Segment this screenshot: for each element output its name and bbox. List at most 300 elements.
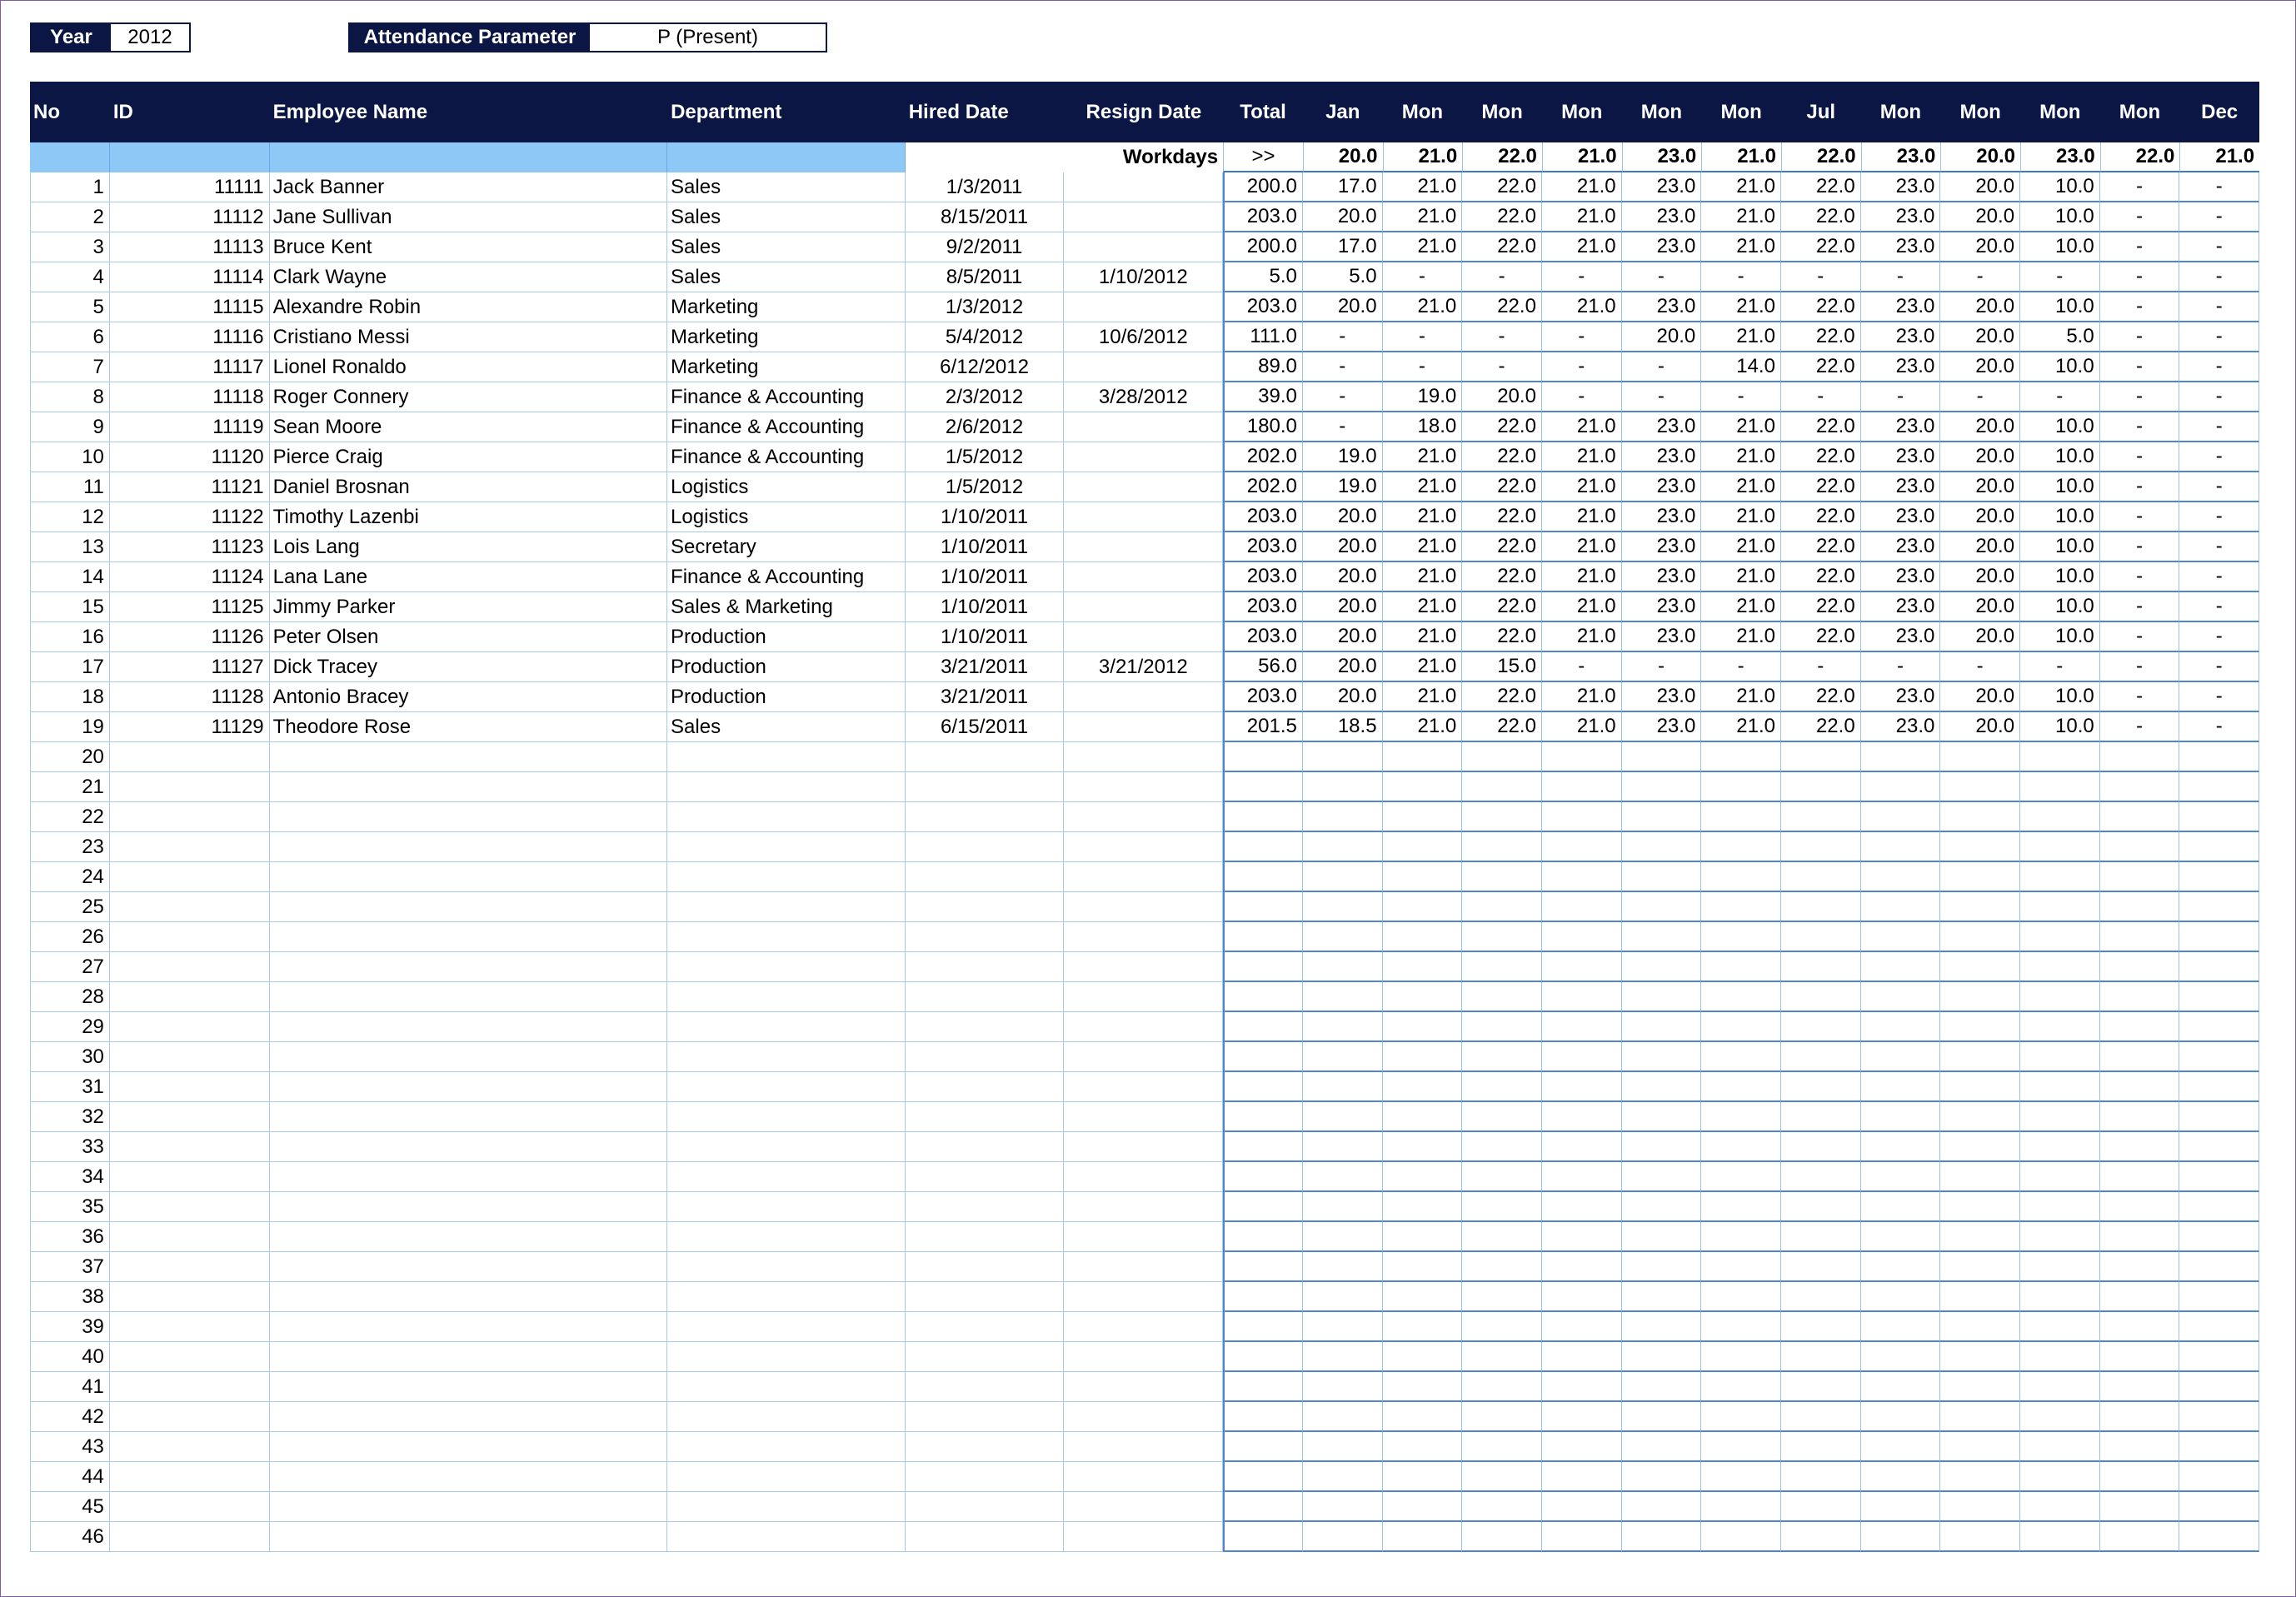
cell-department[interactable]: Finance & Accounting [667,442,906,472]
cell-month-value[interactable]: 5.0 [1303,262,1383,292]
cell-month-value[interactable]: 21.0 [1383,562,1463,592]
cell-month-value[interactable]: 20.0 [1940,322,2020,352]
cell-month-value[interactable]: 21.0 [1383,622,1463,652]
cell-month-value[interactable]: 10.0 [2020,502,2100,532]
cell-month-value[interactable]: 10.0 [2020,232,2100,262]
cell-month-value[interactable] [1861,1342,1941,1372]
cell-month-value[interactable] [1701,1012,1781,1042]
cell-month-value[interactable]: - [2100,262,2180,292]
cell-employee-name[interactable]: Alexandre Robin [270,292,667,322]
cell-no[interactable]: 24 [30,862,110,892]
cell-hired-date[interactable] [906,1102,1065,1132]
cell-id[interactable] [110,832,270,862]
cell-no[interactable]: 28 [30,982,110,1012]
cell-hired-date[interactable] [906,862,1065,892]
cell-month-value[interactable] [1781,832,1861,862]
cell-month-value[interactable]: 20.0 [1303,292,1383,322]
cell-no[interactable]: 9 [30,412,110,442]
cell-month-value[interactable]: - [1861,382,1941,412]
cell-month-value[interactable]: - [1383,322,1463,352]
cell-month-value[interactable] [1701,1162,1781,1192]
cell-month-value[interactable] [1940,1072,2020,1102]
year-input[interactable]: 2012 [111,24,189,51]
cell-month-value[interactable] [1940,1012,2020,1042]
cell-month-value[interactable]: 21.0 [1701,712,1781,742]
cell-month-value[interactable]: - [2100,412,2180,442]
cell-month-value[interactable] [2100,1342,2180,1372]
cell-employee-name[interactable] [270,1102,667,1132]
cell-month-value[interactable]: 10.0 [2020,472,2100,502]
cell-no[interactable]: 29 [30,1012,110,1042]
cell-employee-name[interactable]: Dick Tracey [270,652,667,682]
cell-month-value[interactable] [1701,742,1781,772]
cell-month-value[interactable]: 21.0 [1542,442,1622,472]
cell-month-value[interactable] [1542,1492,1622,1522]
cell-month-value[interactable] [1701,1522,1781,1552]
cell-month-value[interactable] [1781,1132,1861,1162]
cell-month-value[interactable] [1940,1432,2020,1462]
cell-id[interactable] [110,1162,270,1192]
cell-resign-date[interactable] [1064,1342,1223,1372]
cell-month-value[interactable] [1781,1492,1861,1522]
cell-month-value[interactable]: 22.0 [1462,532,1542,562]
cell-month-value[interactable]: - [2179,472,2259,502]
cell-month-value[interactable] [1861,1492,1941,1522]
cell-hired-date[interactable] [906,1012,1065,1042]
cell-month-value[interactable] [1462,1312,1542,1342]
cell-month-value[interactable] [1542,1522,1622,1552]
cell-month-value[interactable] [2179,952,2259,982]
cell-resign-date[interactable] [1064,922,1223,952]
cell-resign-date[interactable] [1064,1312,1223,1342]
cell-month-value[interactable]: - [2179,592,2259,622]
cell-employee-name[interactable] [270,922,667,952]
cell-month-value[interactable] [1701,802,1781,832]
cell-employee-name[interactable] [270,1192,667,1222]
cell-month-value[interactable] [2020,1012,2100,1042]
cell-no[interactable]: 34 [30,1162,110,1192]
cell-month-value[interactable] [1622,1192,1702,1222]
cell-month-value[interactable]: 21.0 [1701,472,1781,502]
cell-month-value[interactable]: - [2179,322,2259,352]
cell-month-value[interactable] [1542,1192,1622,1222]
cell-employee-name[interactable]: Clark Wayne [270,262,667,292]
cell-month-value[interactable]: 23.0 [1622,502,1702,532]
cell-month-value[interactable]: 10.0 [2020,352,2100,382]
cell-resign-date[interactable] [1064,1162,1223,1192]
cell-month-value[interactable] [1622,742,1702,772]
cell-resign-date[interactable] [1064,1072,1223,1102]
cell-total[interactable] [1223,1312,1303,1342]
cell-id[interactable]: 11129 [110,712,270,742]
cell-month-value[interactable]: 22.0 [1781,562,1861,592]
cell-department[interactable] [667,1372,906,1402]
cell-resign-date[interactable] [1064,1042,1223,1072]
cell-month-value[interactable]: 20.0 [1303,202,1383,232]
cell-month-value[interactable] [1940,1102,2020,1132]
cell-month-value[interactable]: 23.0 [1861,442,1941,472]
cell-hired-date[interactable] [906,1432,1065,1462]
cell-hired-date[interactable]: 1/3/2012 [906,292,1065,322]
cell-month-value[interactable]: - [2020,652,2100,682]
cell-id[interactable] [110,982,270,1012]
cell-month-value[interactable] [2100,1222,2180,1252]
cell-month-value[interactable] [1622,1402,1702,1432]
cell-department[interactable] [667,1132,906,1162]
cell-resign-date[interactable] [1064,1372,1223,1402]
cell-month-value[interactable]: 21.0 [1542,532,1622,562]
cell-hired-date[interactable]: 1/10/2011 [906,532,1065,562]
cell-month-value[interactable] [2179,1132,2259,1162]
cell-month-value[interactable] [1542,772,1622,802]
cell-total[interactable] [1223,1372,1303,1402]
cell-month-value[interactable] [1383,802,1463,832]
cell-department[interactable] [667,952,906,982]
cell-department[interactable] [667,1102,906,1132]
cell-month-value[interactable] [2179,1072,2259,1102]
cell-resign-date[interactable] [1064,832,1223,862]
cell-month-value[interactable] [1781,1072,1861,1102]
cell-month-value[interactable]: 20.0 [1940,712,2020,742]
cell-month-value[interactable]: 21.0 [1701,622,1781,652]
cell-month-value[interactable] [2179,982,2259,1012]
cell-resign-date[interactable] [1064,1432,1223,1462]
cell-month-value[interactable]: 18.0 [1383,412,1463,442]
workdays-value[interactable]: 22.0 [1462,142,1542,172]
cell-month-value[interactable] [1622,952,1702,982]
cell-total[interactable] [1223,742,1303,772]
cell-department[interactable] [667,892,906,922]
cell-month-value[interactable]: - [1303,322,1383,352]
cell-id[interactable] [110,1312,270,1342]
cell-resign-date[interactable] [1064,442,1223,472]
workdays-value[interactable]: 21.0 [1383,142,1463,172]
cell-month-value[interactable]: - [2020,382,2100,412]
cell-month-value[interactable] [1781,1522,1861,1552]
cell-month-value[interactable] [1462,1102,1542,1132]
cell-total[interactable] [1223,1012,1303,1042]
cell-no[interactable]: 19 [30,712,110,742]
cell-month-value[interactable]: 23.0 [1861,712,1941,742]
cell-month-value[interactable] [2100,802,2180,832]
cell-total[interactable]: 203.0 [1223,622,1303,652]
cell-employee-name[interactable] [270,862,667,892]
cell-month-value[interactable] [1861,922,1941,952]
cell-month-value[interactable]: 20.0 [1940,442,2020,472]
cell-month-value[interactable] [1861,1132,1941,1162]
cell-month-value[interactable] [1781,862,1861,892]
cell-month-value[interactable] [1861,1432,1941,1462]
cell-month-value[interactable] [2179,772,2259,802]
cell-department[interactable] [667,1432,906,1462]
cell-hired-date[interactable] [906,1522,1065,1552]
cell-employee-name[interactable] [270,1342,667,1372]
cell-month-value[interactable] [1861,1102,1941,1132]
cell-month-value[interactable]: 21.0 [1542,202,1622,232]
cell-month-value[interactable]: 22.0 [1781,712,1861,742]
cell-department[interactable] [667,832,906,862]
cell-id[interactable]: 11122 [110,502,270,532]
cell-id[interactable]: 11114 [110,262,270,292]
cell-month-value[interactable]: - [2179,262,2259,292]
cell-month-value[interactable]: 23.0 [1861,502,1941,532]
cell-month-value[interactable]: 10.0 [2020,202,2100,232]
cell-month-value[interactable]: 23.0 [1622,472,1702,502]
cell-month-value[interactable] [1861,1162,1941,1192]
workdays-filler[interactable] [110,142,270,172]
cell-month-value[interactable] [1462,802,1542,832]
cell-month-value[interactable] [2100,1192,2180,1222]
cell-month-value[interactable]: 23.0 [1861,682,1941,712]
cell-month-value[interactable] [1303,1222,1383,1252]
cell-month-value[interactable]: 23.0 [1622,562,1702,592]
cell-month-value[interactable] [2100,1492,2180,1522]
cell-month-value[interactable] [1940,1042,2020,1072]
cell-resign-date[interactable] [1064,232,1223,262]
cell-no[interactable]: 10 [30,442,110,472]
cell-month-value[interactable]: - [1303,412,1383,442]
cell-month-value[interactable]: 10.0 [2020,712,2100,742]
cell-month-value[interactable] [1462,1462,1542,1492]
cell-month-value[interactable] [2100,1252,2180,1282]
cell-month-value[interactable] [1383,1012,1463,1042]
header-hired-date[interactable]: Hired Date [908,100,1009,123]
cell-total[interactable] [1223,832,1303,862]
cell-no[interactable]: 7 [30,352,110,382]
cell-hired-date[interactable]: 5/4/2012 [906,322,1065,352]
cell-month-value[interactable]: 10.0 [2020,622,2100,652]
cell-hired-date[interactable]: 1/10/2011 [906,502,1065,532]
cell-department[interactable]: Secretary [667,532,906,562]
cell-resign-date[interactable] [1064,892,1223,922]
cell-month-value[interactable] [1622,1462,1702,1492]
cell-month-value[interactable]: 21.0 [1701,412,1781,442]
cell-month-value[interactable]: - [1701,382,1781,412]
header-month[interactable]: Mon [1720,100,1762,123]
cell-total[interactable]: 200.0 [1223,232,1303,262]
cell-month-value[interactable] [1542,1342,1622,1372]
cell-month-value[interactable] [1861,1402,1941,1432]
cell-department[interactable] [667,1012,906,1042]
cell-month-value[interactable]: - [1383,352,1463,382]
cell-month-value[interactable] [1940,892,2020,922]
cell-month-value[interactable] [2179,892,2259,922]
cell-month-value[interactable]: 22.0 [1781,322,1861,352]
cell-resign-date[interactable] [1064,982,1223,1012]
cell-department[interactable]: Marketing [667,322,906,352]
cell-month-value[interactable]: 21.0 [1383,202,1463,232]
cell-month-value[interactable]: 10.0 [2020,682,2100,712]
cell-month-value[interactable]: - [1781,652,1861,682]
cell-month-value[interactable] [2179,1492,2259,1522]
cell-resign-date[interactable] [1064,1222,1223,1252]
cell-month-value[interactable] [2100,982,2180,1012]
cell-month-value[interactable] [1462,1372,1542,1402]
workdays-value[interactable]: 21.0 [2179,142,2259,172]
cell-month-value[interactable] [1861,1012,1941,1042]
cell-no[interactable]: 32 [30,1102,110,1132]
cell-employee-name[interactable]: Pierce Craig [270,442,667,472]
cell-no[interactable]: 45 [30,1492,110,1522]
cell-month-value[interactable] [1781,982,1861,1012]
cell-month-value[interactable]: 21.0 [1701,562,1781,592]
cell-department[interactable] [667,922,906,952]
cell-month-value[interactable]: 21.0 [1701,322,1781,352]
cell-month-value[interactable] [1542,892,1622,922]
cell-month-value[interactable] [1781,892,1861,922]
cell-month-value[interactable] [1861,892,1941,922]
cell-total[interactable] [1223,1252,1303,1282]
cell-month-value[interactable]: - [1701,652,1781,682]
cell-month-value[interactable]: 22.0 [1781,412,1861,442]
cell-no[interactable]: 11 [30,472,110,502]
cell-employee-name[interactable]: Sean Moore [270,412,667,442]
cell-month-value[interactable] [2100,1372,2180,1402]
cell-month-value[interactable] [1462,1402,1542,1432]
cell-month-value[interactable]: 22.0 [1462,472,1542,502]
cell-month-value[interactable] [1701,1312,1781,1342]
cell-id[interactable] [110,1462,270,1492]
cell-no[interactable]: 39 [30,1312,110,1342]
cell-month-value[interactable] [1781,1192,1861,1222]
cell-month-value[interactable] [1701,862,1781,892]
cell-month-value[interactable]: 21.0 [1383,712,1463,742]
cell-month-value[interactable]: 23.0 [1861,172,1941,202]
cell-month-value[interactable]: 22.0 [1781,592,1861,622]
cell-resign-date[interactable] [1064,802,1223,832]
cell-month-value[interactable]: - [2100,532,2180,562]
cell-month-value[interactable] [1383,1522,1463,1552]
cell-department[interactable] [667,1072,906,1102]
cell-month-value[interactable] [1861,1282,1941,1312]
cell-total[interactable]: 111.0 [1223,322,1303,352]
cell-employee-name[interactable] [270,892,667,922]
cell-month-value[interactable] [1940,1282,2020,1312]
cell-month-value[interactable] [2020,742,2100,772]
cell-month-value[interactable] [2020,802,2100,832]
header-id[interactable]: ID [112,100,133,123]
cell-month-value[interactable] [1303,1042,1383,1072]
cell-id[interactable]: 11112 [110,202,270,232]
cell-department[interactable]: Sales [667,202,906,232]
cell-month-value[interactable]: 21.0 [1701,232,1781,262]
cell-month-value[interactable] [1701,1102,1781,1132]
cell-month-value[interactable] [2179,1192,2259,1222]
cell-month-value[interactable] [1622,1222,1702,1252]
cell-total[interactable] [1223,1342,1303,1372]
cell-month-value[interactable]: 20.0 [1940,592,2020,622]
cell-month-value[interactable] [1622,802,1702,832]
cell-month-value[interactable]: 21.0 [1383,502,1463,532]
cell-month-value[interactable] [1940,952,2020,982]
cell-month-value[interactable]: - [2100,352,2180,382]
cell-month-value[interactable] [1940,1132,2020,1162]
cell-id[interactable] [110,1042,270,1072]
cell-month-value[interactable]: - [1303,382,1383,412]
cell-month-value[interactable] [1622,892,1702,922]
cell-month-value[interactable]: 21.0 [1542,472,1622,502]
cell-id[interactable]: 11127 [110,652,270,682]
cell-hired-date[interactable]: 2/3/2012 [906,382,1065,412]
cell-month-value[interactable] [1701,1432,1781,1462]
cell-month-value[interactable] [2100,1522,2180,1552]
cell-month-value[interactable]: 20.0 [1940,292,2020,322]
cell-month-value[interactable]: 21.0 [1383,682,1463,712]
cell-no[interactable]: 5 [30,292,110,322]
cell-month-value[interactable]: - [2179,562,2259,592]
cell-month-value[interactable] [1622,982,1702,1012]
cell-employee-name[interactable] [270,1462,667,1492]
cell-month-value[interactable]: - [1622,262,1702,292]
cell-month-value[interactable]: - [2100,562,2180,592]
cell-month-value[interactable] [1940,1402,2020,1432]
cell-department[interactable] [667,1162,906,1192]
cell-id[interactable] [110,1522,270,1552]
cell-month-value[interactable] [1542,1462,1622,1492]
cell-hired-date[interactable]: 6/12/2012 [906,352,1065,382]
cell-month-value[interactable]: - [1383,262,1463,292]
cell-month-value[interactable] [2020,1252,2100,1282]
cell-employee-name[interactable] [270,1492,667,1522]
cell-month-value[interactable]: - [2100,712,2180,742]
cell-month-value[interactable] [1781,1462,1861,1492]
cell-month-value[interactable]: 18.5 [1303,712,1383,742]
cell-department[interactable]: Marketing [667,352,906,382]
cell-total[interactable] [1223,1162,1303,1192]
cell-resign-date[interactable]: 10/6/2012 [1064,322,1223,352]
cell-month-value[interactable] [1622,1102,1702,1132]
cell-month-value[interactable]: - [1542,322,1622,352]
cell-month-value[interactable] [1781,1342,1861,1372]
cell-month-value[interactable] [1462,1492,1542,1522]
cell-month-value[interactable] [1781,1162,1861,1192]
cell-id[interactable]: 11117 [110,352,270,382]
cell-month-value[interactable] [1383,742,1463,772]
cell-hired-date[interactable]: 1/10/2011 [906,592,1065,622]
cell-month-value[interactable] [1861,1372,1941,1402]
cell-employee-name[interactable]: Jane Sullivan [270,202,667,232]
cell-department[interactable]: Finance & Accounting [667,382,906,412]
cell-month-value[interactable] [2179,742,2259,772]
workdays-value[interactable]: 21.0 [1542,142,1622,172]
cell-total[interactable] [1223,1222,1303,1252]
cell-month-value[interactable]: 23.0 [1861,202,1941,232]
cell-month-value[interactable] [2100,832,2180,862]
cell-month-value[interactable]: 20.0 [1303,532,1383,562]
cell-month-value[interactable] [1383,892,1463,922]
cell-hired-date[interactable] [906,1372,1065,1402]
cell-resign-date[interactable] [1064,1492,1223,1522]
cell-month-value[interactable] [2100,862,2180,892]
cell-month-value[interactable]: 22.0 [1462,292,1542,322]
cell-id[interactable] [110,862,270,892]
cell-month-value[interactable]: - [2100,652,2180,682]
cell-department[interactable]: Finance & Accounting [667,412,906,442]
cell-month-value[interactable]: 20.0 [1940,172,2020,202]
cell-employee-name[interactable] [270,832,667,862]
cell-hired-date[interactable]: 1/3/2011 [906,172,1065,202]
cell-id[interactable] [110,1252,270,1282]
header-month[interactable]: Mon [1561,100,1603,123]
cell-department[interactable] [667,1462,906,1492]
cell-month-value[interactable] [1462,892,1542,922]
cell-employee-name[interactable] [270,1042,667,1072]
cell-month-value[interactable] [1542,1072,1622,1102]
cell-resign-date[interactable] [1064,292,1223,322]
cell-resign-date[interactable] [1064,1462,1223,1492]
cell-month-value[interactable] [1383,832,1463,862]
cell-id[interactable] [110,1432,270,1462]
